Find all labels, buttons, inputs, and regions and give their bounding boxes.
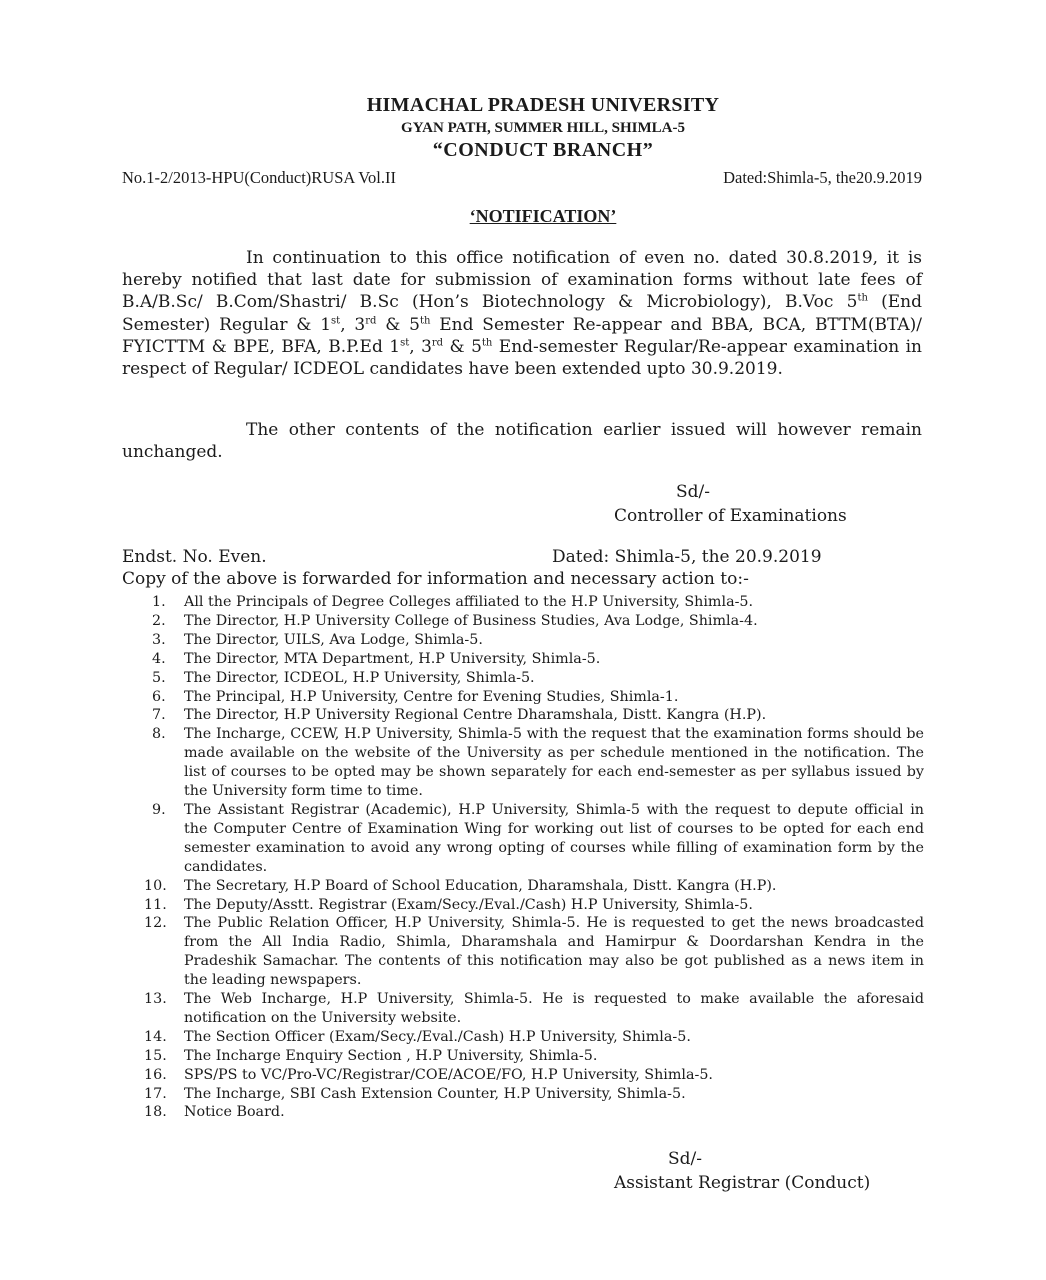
list-item-number: 9.	[152, 801, 166, 818]
signature-sd: Sd/-	[676, 482, 710, 502]
copy-forward-line: Copy of the above is forwarded for information and necessary action to:-	[122, 569, 749, 589]
list-item	[122, 896, 924, 915]
para1-text-0: In continuation to this office notification of even no. dated 30.8.2019, it is hereby notified that last date for submission of examination forms without late fees of B.A/B.Sc/ B.Com/Shastri/ B.Sc (Hon’s Biotechnology & Microbiology), B.Voc 5	[122, 248, 922, 313]
list-item-number: 10.	[144, 877, 167, 894]
endorsement-date: Dated: Shimla-5, the 20.9.2019	[552, 547, 822, 567]
list-item-text: SPS/PS to VC/Pro-VC/Registrar/COE/ACOE/FO, H.P University, Shimla-5.	[184, 1066, 713, 1083]
letterhead	[0, 92, 1046, 163]
para1-sup-1: th	[857, 292, 868, 304]
list-item-text: The Deputy/Asstt. Registrar (Exam/Secy./Eval./Cash) H.P University, Shimla-5.	[184, 896, 753, 913]
list-item	[122, 669, 924, 688]
notification-title	[0, 206, 1046, 227]
list-item-text: The Incharge, SBI Cash Extension Counter, H.P University, Shimla-5.	[184, 1085, 686, 1102]
list-item-text: Notice Board.	[184, 1104, 285, 1121]
recipient-list	[122, 593, 924, 1122]
para1-text-14: End-semester Regular/Re-appear examination in respect of Regular/ ICDEOL candidates have been extended upto 30.9.2019.	[122, 336, 923, 380]
list-item-text: The Incharge Enquiry Section , H.P University, Shimla-5.	[184, 1047, 598, 1064]
list-item-number: 16.	[144, 1066, 167, 1083]
list-item	[122, 801, 924, 877]
list-item	[122, 688, 924, 707]
para1-sup-9: st	[400, 337, 410, 349]
list-item-number: 3.	[152, 631, 166, 648]
list-item	[122, 612, 924, 631]
branch-name: “CONDUCT BRANCH”	[432, 139, 654, 161]
para1-text-10: , 3	[409, 336, 432, 357]
list-item-text: The Director, MTA Department, H.P University, Shimla-5.	[184, 650, 601, 667]
para1-sup-11: rd	[431, 337, 444, 349]
list-item-number: 13.	[144, 991, 167, 1008]
list-item	[122, 706, 924, 725]
para1-sup-7: th	[419, 314, 431, 326]
list-item	[122, 1047, 924, 1066]
list-item	[122, 1066, 924, 1085]
list-item-text: The Director, UILS, Ava Lodge, Shimla-5.	[184, 631, 483, 648]
para1-sup-13: th	[481, 337, 493, 349]
para1-text-12: & 5	[443, 336, 482, 357]
para1-text-2: (End Semester) Regular & 1	[122, 292, 922, 335]
list-item-text: The Director, H.P University College of Business Studies, Ava Lodge, Shimla-4.	[184, 612, 758, 629]
list-item-number: 18.	[144, 1104, 167, 1121]
list-item-number: 12.	[144, 915, 167, 932]
list-item-text: The Web Incharge, H.P University, Shimla-5. He is requested to make available the aforesaid notification on the University website.	[184, 991, 924, 1026]
list-item-text: The Assistant Registrar (Academic), H.P University, Shimla-5 with the request to depute official in the Computer Centre of Examination Wing for working out list of courses to be opted for each end semester examination to avoid any wrong opting of courses while filling of examination form by the candidates.	[184, 801, 924, 875]
list-item-number: 7.	[152, 707, 166, 724]
signature-designation: Controller of Examinations	[614, 506, 847, 526]
list-item	[122, 1028, 924, 1047]
para1-text-8: End Semester Re-appear and BBA, BCA, BTTM(BTA)/ FYICTTM & BPE, BFA, B.P.Ed 1	[122, 314, 923, 357]
list-item	[122, 593, 924, 612]
list-item	[122, 914, 924, 990]
university-address: GYAN PATH, SUMMER HILL, SHIMLA-5	[401, 120, 685, 136]
list-item-number: 4.	[152, 650, 166, 667]
para1-text-6: & 5	[376, 314, 420, 335]
list-item-text: The Director, H.P University Regional Centre Dharamshala, Distt. Kangra (H.P).	[184, 707, 767, 724]
signature-sd: Sd/-	[668, 1149, 702, 1169]
list-item-number: 6.	[152, 688, 166, 705]
list-item	[122, 1085, 924, 1104]
list-item-text: The Secretary, H.P Board of School Education, Dharamshala, Distt. Kangra (H.P).	[184, 877, 777, 894]
para1-text-4: , 3	[340, 314, 366, 335]
list-item	[122, 725, 924, 801]
list-item	[122, 990, 924, 1028]
para1-sup-3: st	[331, 314, 341, 326]
controller-signature	[614, 480, 874, 528]
list-item	[122, 631, 924, 650]
list-item-number: 5.	[152, 669, 166, 686]
list-item-text: The Public Relation Officer, H.P University, Shimla-5. He is requested to get the news broadcasted from the All India Radio, Shimla, Dharamshala and Hamirpur & Doordarshan Kendra in the Pradeshik Samachar. The contents of this notification may also be got published as a news item in the leading newspapers.	[184, 915, 924, 989]
list-item-number: 1.	[152, 594, 166, 610]
endorsement-number: Endst. No. Even.	[122, 547, 267, 567]
list-item-text: The Incharge, CCEW, H.P University, Shimla-5 with the request that the examination forms should be made available on the website of the University as per schedule mentioned in the notification. The list of courses to be opted may be shown separately for each end-semester as per syllabus issued by the University form time to time.	[184, 726, 924, 800]
reference-number: No.1-2/2013-HPU(Conduct)RUSA Vol.II	[122, 168, 396, 187]
list-item-number: 11.	[144, 896, 167, 913]
notification-paragraph-2: The other contents of the notification earlier issued will however remain unchanged.	[122, 420, 922, 463]
list-item-number: 2.	[152, 612, 166, 629]
list-item-text: The Director, ICDEOL, H.P University, Shimla-5.	[184, 669, 535, 686]
list-item-text: The Principal, H.P University, Centre for Evening Studies, Shimla-1.	[184, 688, 679, 705]
university-name: HIMACHAL PRADESH UNIVERSITY	[366, 94, 720, 116]
list-item-number: 17.	[144, 1085, 167, 1102]
list-item	[122, 1103, 924, 1122]
reference-date: Dated:Shimla-5, the20.9.2019	[723, 168, 922, 187]
signature-designation: Assistant Registrar (Conduct)	[614, 1173, 871, 1193]
list-item-number: 15.	[144, 1047, 167, 1064]
list-item-number: 14.	[144, 1028, 167, 1045]
list-item-text: All the Principals of Degree Colleges affiliated to the H.P University, Shimla-5.	[184, 594, 754, 610]
list-item-number: 8.	[152, 726, 166, 743]
list-item	[122, 650, 924, 669]
list-item	[122, 877, 924, 896]
notification-paragraph-1	[122, 247, 922, 380]
notification-title-text: ‘NOTIFICATION’	[469, 206, 617, 226]
list-item-text: The Section Officer (Exam/Secy./Eval./Cash) H.P University, Shimla-5.	[184, 1028, 691, 1045]
para1-sup-5: rd	[365, 314, 377, 326]
assistant-registrar-signature	[614, 1147, 914, 1195]
